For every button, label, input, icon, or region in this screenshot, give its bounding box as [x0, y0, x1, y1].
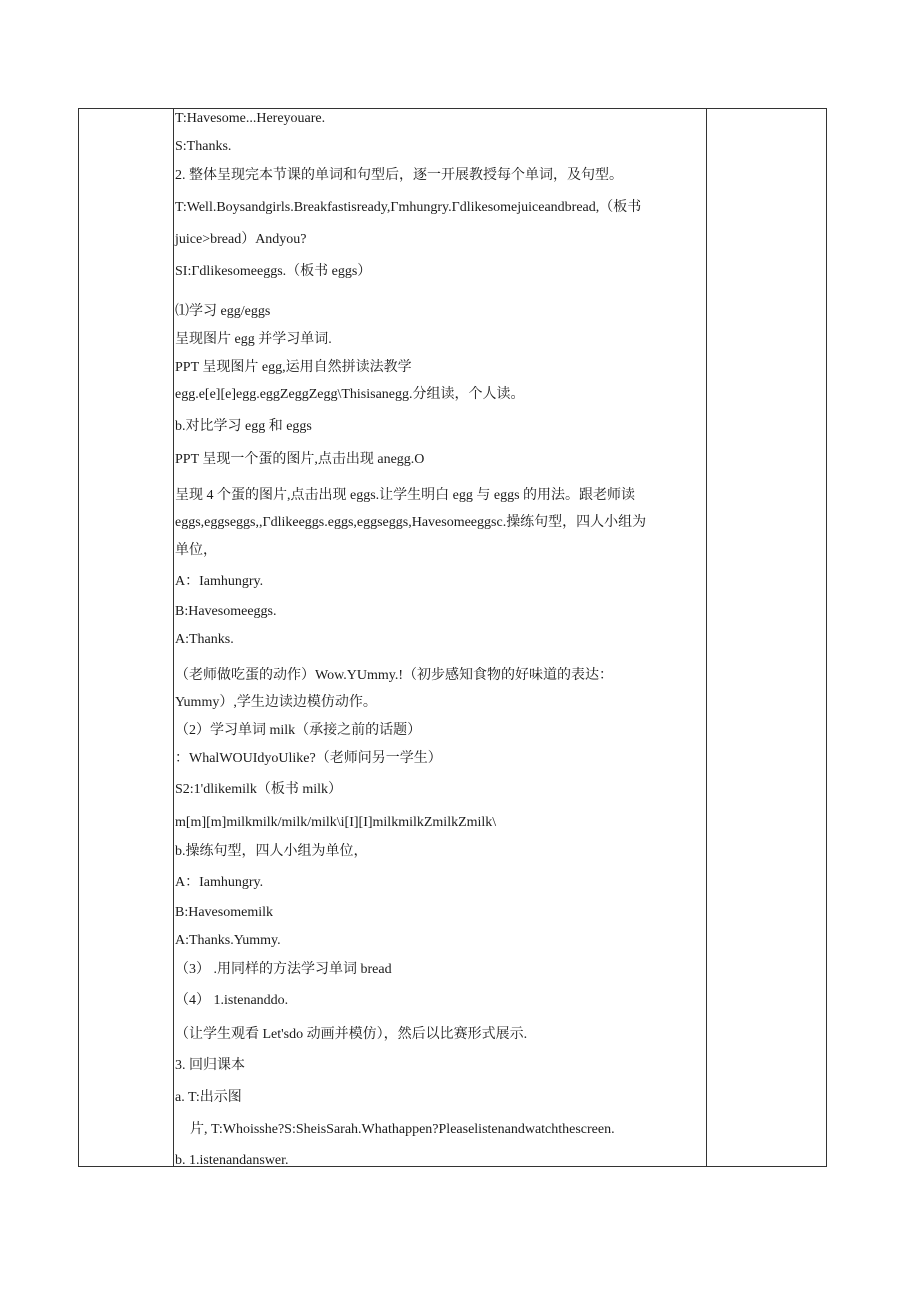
text-line: B:Havesomeeggs.	[175, 604, 277, 619]
text-line: A:Thanks.	[175, 632, 234, 647]
text-line: 单位，	[175, 543, 217, 558]
text-line: PPT 呈现图片 egg,运用自然拼读法教学	[175, 360, 412, 375]
text-line: a. T:出示图	[175, 1090, 242, 1105]
text-line: ：WhalWOUIdyoUlike?（老师问另一学生）	[175, 751, 442, 766]
text-line: （让学生观看 Let'sdo 动画并模仿），然后以比赛形式展示.	[175, 1027, 528, 1042]
text-line: （老师做吃蛋的动作）Wow.YUmmy.!（初步感知食物的好味道的表达：	[175, 668, 614, 683]
text-line: juice>bread）Andyou?	[175, 232, 307, 247]
text-line: PPT 呈现一个蛋的图片,点击出现 anegg.O	[175, 452, 425, 467]
text-line: （3） .用同样的方法学习单词 bread	[175, 962, 392, 977]
text-line: 呈现图片 egg 并学习单词.	[175, 332, 332, 347]
text-line: b.对比学习 egg 和 eggs	[175, 419, 312, 434]
text-line: （4） 1.istenanddo.	[175, 993, 289, 1008]
text-line: A：Iamhungry.	[175, 875, 264, 890]
text-line: ⑴学习 egg/eggs	[175, 304, 271, 319]
text-line: A:Thanks.Yummy.	[175, 933, 281, 948]
text-line: b. 1.istenandanswer.	[175, 1153, 289, 1168]
text-line: S:Thanks.	[175, 139, 232, 154]
text-line: A：Iamhungry.	[175, 574, 264, 589]
text-line: egg.e[e][e]egg.eggZeggZegg\Thisisanegg.分组读，个人读。	[175, 387, 525, 402]
text-line: 2. 整体呈现完本节课的单词和句型后，逐一开展教授每个单词，及句型。	[175, 168, 623, 183]
left-column	[79, 109, 174, 1166]
text-line: SI:Γdlikesomeeggs.（板书 eggs）	[175, 264, 372, 279]
text-line: 片, T:Whoisshe?S:SheisSarah.Whathappen?Pleaselistenandwatchthescreen.	[190, 1122, 615, 1137]
text-line: （2）学习单词 milk（承接之前的话题）	[175, 723, 422, 738]
text-line: 呈现 4 个蛋的图片,点击出现 eggs.让学生明白 egg 与 eggs 的用法。跟老师读	[175, 488, 636, 503]
text-line: eggs,eggseggs,,Γdlikeeggs.eggs,eggseggs,Havesomeeggsc.操练句型，四人小组为	[175, 515, 647, 530]
text-line: Yummy）,学生边读边模仿动作。	[175, 695, 377, 710]
text-line: m[m][m]milkmilk/milk/milk\i[I][I]milkmilkZmilkZmilk\	[175, 815, 497, 830]
text-line: S2:1'dlikemilk（板书 milk）	[175, 782, 343, 797]
text-line: T:Well.Boysandgirls.Breakfastisready,Γmhungry.Γdlikesomejuiceandbread,（板书	[175, 200, 642, 215]
right-column	[706, 109, 826, 1166]
text-line: T:Havesome...Hereyouare.	[175, 111, 326, 126]
text-line: 3. 回归课本	[175, 1058, 245, 1073]
text-line: b.操练句型，四人小组为单位，	[175, 844, 368, 859]
text-line: B:Havesomemilk	[175, 905, 273, 920]
